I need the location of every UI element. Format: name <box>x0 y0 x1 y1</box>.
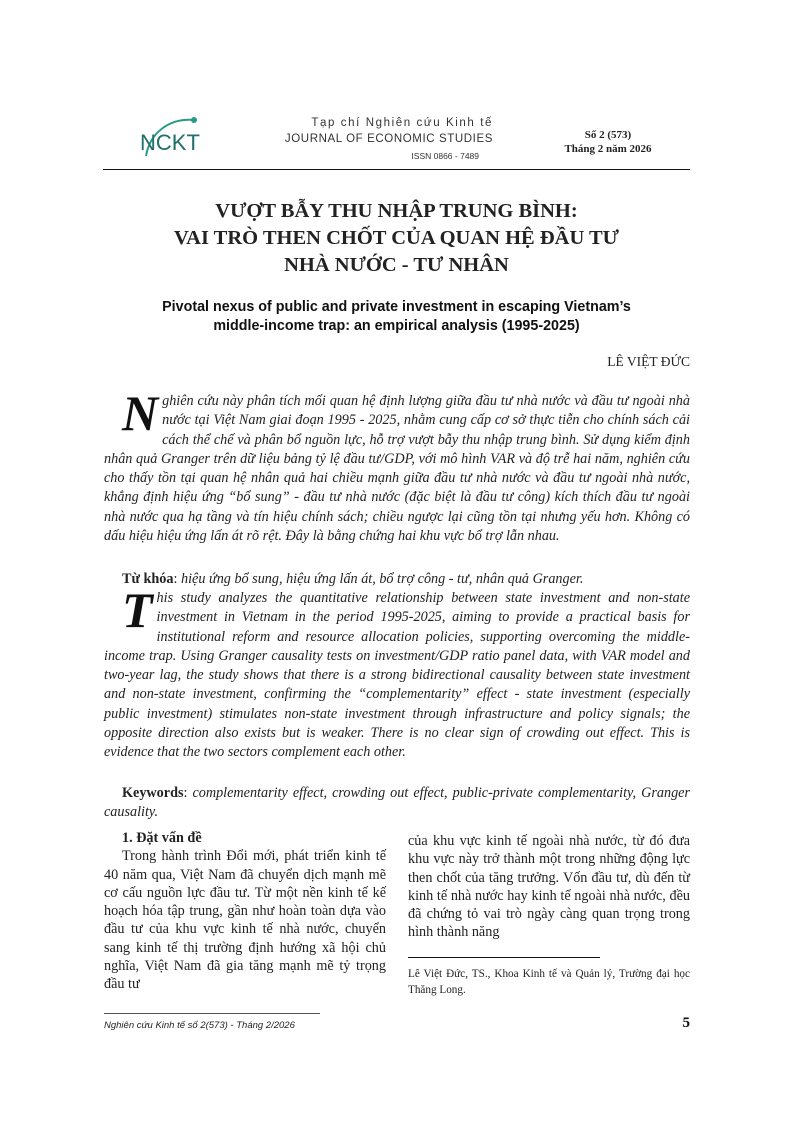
drop-cap: N <box>122 385 159 441</box>
abstract-text: his study analyzes the quantitative relationship between state investment and non-state investment in Vietnam in the period 1995-2025, aiming to provide a practical basis for institutional reform and resource allocation policies, supporting overcoming the middle-income trap. Using Granger causality tests on investment/GDP ratio panel data, with VAR model and two-year lag, the study shows that there is a strong bidirectional causality between state investment and non-state investment, confirming the “complementarity” effect - state investment (especially public investment) stimulates non-state investment through infrastructure and policy signals; the opposite direction also exists but is weaker. There is no clear sign of crowding out effect. This is evidence that the two sectors complement each other. <box>104 590 690 761</box>
journal-logo <box>136 112 206 162</box>
abstract-vietnamese <box>104 385 690 546</box>
title-line: VƯỢT BẪY THU NHẬP TRUNG BÌNH: <box>215 200 578 222</box>
keywords-text: complementarity effect, crowding out effect, public-private complementarity, Granger causality. <box>104 785 690 820</box>
page-number: 5 <box>682 1015 690 1031</box>
running-footer: Nghiên cứu Kinh tế số 2(573) - Tháng 2/2026 <box>104 1020 295 1031</box>
issue-info <box>533 128 683 156</box>
body-paragraph: của khu vực kinh tế ngoài nhà nước, từ đó đưa khu vực này trở thành một trong những động lực then chốt của tăng trưởng. Vốn đầu tư, dù đến từ kinh tế nhà nước hay kinh tế ngoài nhà nước, đều đã chứng tỏ vai trò ngày càng quan trọng trong hình thành năng <box>408 833 690 941</box>
journal-name-block <box>253 116 493 163</box>
keywords-text: hiệu ứng bổ sung, hiệu ứng lấn át, bổ trợ công - tư, nhân quả Granger. <box>181 571 584 587</box>
ncкt-logo-icon <box>136 112 206 162</box>
keywords-vietnamese: Từ khóa: hiệu ứng bổ sung, hiệu ứng lấn át, bổ trợ công - tư, nhân quả Granger. <box>122 571 584 587</box>
section-heading: 1. Đặt vấn đề <box>122 830 202 846</box>
issue-date: Tháng 2 năm 2026 <box>564 143 652 155</box>
subtitle-line: Pivotal nexus of public and private investment in escaping Vietnam’s <box>162 299 631 315</box>
journal-name-en: JOURNAL OF ECONOMIC STUDIES <box>284 133 493 145</box>
abstract-english <box>104 582 690 763</box>
issue-number: Số 2 (573) <box>584 129 632 141</box>
footnote-divider <box>408 957 600 958</box>
drop-cap: T <box>122 582 153 638</box>
journal-header <box>103 110 690 170</box>
body-column-right <box>408 832 690 942</box>
title-line: NHÀ NƯỚC - TƯ NHÂN <box>284 254 509 276</box>
header-divider <box>103 169 690 170</box>
logo-text: NCKT <box>140 130 200 155</box>
author-name: LÊ VIỆT ĐỨC <box>607 354 690 369</box>
article-subtitle <box>103 298 690 336</box>
issn: ISSN 0866 - 7489 <box>411 151 479 161</box>
keywords-english: Keywords: complementarity effect, crowding out effect, public-private complementarity, Granger causality. <box>104 785 690 820</box>
abstract-text: ghiên cứu này phân tích mối quan hệ định lượng giữa đầu tư nhà nước và đầu tư ngoài nhà nước tại Việt Nam giai đoạn 1995 - 2025, nhằm cung cấp cơ sở thực tiễn cho chính sách cải cách thể chế và phân bổ nguồn lực, hỗ trợ vượt bẫy thu nhập trung bình. Sử dụng kiểm định nhân quả Granger trên dữ liệu bảng tỷ lệ đầu tư/GDP, với mô hình VAR và độ trễ hai năm, nghiên cứu cho thấy tồn tại quan hệ nhân quả hai chiều mạnh giữa đầu tư nhà nước và đầu tư ngoài nhà nước, khẳng định hiệu ứng “bổ sung” - đầu tư nhà nước (đặc biệt là đầu tư công) kích thích đầu tư ngoài nhà nước qua hạ tầng và tín hiệu chính sách; chiều ngược lại cũng tồn tại nhưng yếu hơn. Không có dấu hiệu hiệu ứng lấn át rõ rệt. Đây là bằng chứng hai khu vực bổ trợ lẫn nhau. <box>104 393 690 545</box>
subtitle-line: middle-income trap: an empirical analysis (1995-2025) <box>213 318 580 334</box>
keywords-label: Từ khóa <box>122 571 174 587</box>
article-title <box>103 198 690 279</box>
keywords-label: Keywords <box>122 785 184 801</box>
footer-divider <box>104 1013 320 1014</box>
journal-name-vn: Tạp chí Nghiên cứu Kinh tế <box>311 117 493 129</box>
author-footnote: Lê Việt Đức, TS., Khoa Kinh tế và Quản lý, Trường đại học Thăng Long. <box>408 968 690 996</box>
body-paragraph: Trong hành trình Đổi mới, phát triển kinh tế 40 năm qua, Việt Nam đã chuyển dịch mạnh mẽ cơ cấu nguồn lực đầu tư. Từ một nền kinh tế kế hoạch hóa tập trung, gần như hoàn toàn dựa vào đầu tư của khu vực kinh tế nhà nước, chuyển sang kinh tế thị trường định hướng xã hội chủ nghĩa, Việt Nam đã gia tăng mạnh mẽ tỷ trọng đầu tư <box>104 848 386 993</box>
body-column-left <box>104 829 386 994</box>
title-line: VAI TRÒ THEN CHỐT CỦA QUAN HỆ ĐẦU TƯ <box>173 227 619 249</box>
